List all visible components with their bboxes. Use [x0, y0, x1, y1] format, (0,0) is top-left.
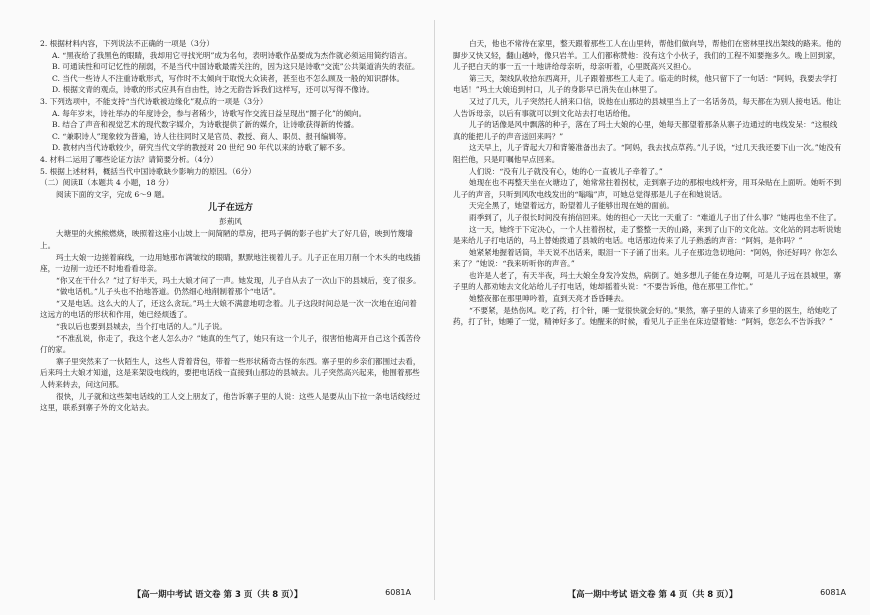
passage-paragraph: 她紧紧地握着话筒，半天说不出话来，眼泪一下子涌了出来。儿子在那边急切地问：“阿妈，你还好吗？你怎么来了？”她说：“我来听听你的声音。” — [453, 247, 838, 269]
passage-paragraph: 白天，他也不常待在家里，整天跟着那些工人在山里转，帮他们做向导，帮他们在密林里找出架线的路来。他的脚步又快又轻，翻山越岭，像只岩羊。工人们都称赞他：没有这个小伙子，我们的工程不知要拖多久。晚上回到家，儿子把白天的事一五一十地讲给母亲听，母亲听着，心里既高兴又担心。 — [453, 39, 842, 72]
passage-paragraph: 大塘里的火熊熊燃烧，映照着这座小山坡上一间简陋的草房，把玛子俩的影子也扩大了好几倍，映到竹篾墙上。 — [40, 229, 413, 250]
passage-paragraph: 天完全黑了，她望着远方，盼望着儿子能够出现在她的面前。 — [469, 201, 675, 211]
question-2-option-a: A. “黑夜给了我黑色的眼睛，我却用它寻找光明”成为名句，表明诗歌作品要成为杰作就必须运用简约语言。 — [52, 50, 412, 60]
question-3-option-a: A. 每年岁末，诗社举办的年度诗会，参与者稀少，诗歌写作交流日益呈现出“圈子化”的倾向。 — [52, 108, 367, 118]
reading-instruction: 阅读下面的文字，完成 6～9 题。 — [56, 189, 170, 199]
passage-paragraph: 她整夜都在那里呻吟着，直到天亮才昏昏睡去。 — [469, 294, 629, 304]
passage-paragraph: “我以后也要到县城去，当个打电话的人。”儿子说。 — [56, 322, 228, 332]
question-2-option-d: D. 根据文青的观点，诗歌的形式应具有自由性，诗之无韵告诉我们这样写，还可以写得不像诗。 — [52, 85, 374, 95]
passage-paragraph: “不准乱说，你走了，我这个老人怎么办？”她真的生气了，她只有这一个儿子，很害怕他离开自己这个孤苦伶仃的家。 — [40, 333, 421, 355]
question-3-option-b: B. 结合了声音和视觉艺术的现代数字媒介，为诗歌提供了新的媒介，让诗歌获得新的传播。 — [52, 120, 359, 130]
passage-paragraph: 寨子里突然来了一伙陌生人，这些人背着背包，带着一些形状稀奇古怪的东西。寨子里的乡亲们都围过去看，后来玛土大娘才知道，这是来架设电线的，要把电话线一直接到山那边的县城去。儿子突然高兴起来，他围着那些人转来转去，问这问那。 — [40, 356, 421, 390]
page-4-footer — [435, 588, 870, 602]
exam-code: 6081A — [385, 588, 411, 597]
footer-page-label: 【高一期中考试 语文卷 第 4 页（共 8 页）】 — [567, 590, 738, 600]
passage-paragraph: 第三天，架线队收拾东西离开，儿子跟着那些工人走了。临走的时候，他只留下了一句话：“阿妈，我要去学打电话！”玛土大娘追到村口，儿子的身影早已消失在山林里了。 — [453, 73, 838, 95]
passage-paragraph: “做电话机。”儿子头也不抬地答道。仍然细心地削制着那个“电话”。 — [56, 287, 281, 297]
question-5: 5. 根据上述材料，概括当代中国诗歌缺少影响力的原因。（6分） — [40, 166, 256, 176]
passage-title: 儿子在远方 — [207, 203, 253, 214]
passage-paragraph: 儿子的话像是风中飘落的种子，落在了玛土大娘的心里，她每天都望着那条从寨子边通过的电线发呆：“这根线真的能把儿子的声音送回来吗？” — [453, 120, 838, 141]
question-3-stem: 3. 下列选项中，不能支持“当代诗歌被边缘化”观点的一项是（3分） — [40, 96, 268, 106]
question-2-option-b: B. 可通读性和可记忆性的削弱，不是当代中国诗歌最需关注的，因为这只是诗歌“交流”公共渠道消失的表征。 — [52, 62, 420, 72]
footer-page-label: 【高一期中考试 语文卷 第 3 页（共 8 页）】 — [132, 590, 303, 600]
passage-paragraph: 这天早上，儿子背起大刀和背篓准备出去了。“阿妈，我去找点草药。”儿子说，“过几天我还要下山一次。”她没有阻拦他，只是叮嘱他早点回来。 — [453, 143, 842, 164]
question-2-stem: 2. 根据材料内容，下列说法不正确的一项是（3分） — [40, 39, 214, 48]
passage-paragraph: 又过了几天，儿子突然托人捎来口信，说他在山那边的县城里当上了一名话务员，每天都在为别人接电话。他让人告诉母亲，以后有事就可以到文化站去打电话给他。 — [453, 96, 842, 118]
passage-paragraph: 雨季到了，儿子很长时间没有捎信回来。她的担心一天比一天重了：“难道儿子出了什么事？”她再也坐不住了。 — [469, 212, 842, 222]
question-3-option-c: C. “兼职诗人”现象较为普遍，诗人往往同时又是官员、教授、商人、职员、报刊编辑等。 — [52, 131, 352, 141]
passage-paragraph: “又是电话。这么大的人了，还这么贪玩。”玛土大娘不满意地叨念着。儿子这段时间总是一次一次地在追问着这远方的电话的形状和作用，她已经烦透了。 — [40, 298, 417, 320]
question-3-option-d: D. 教材内当代诗歌较少，研究当代文学的教授对 20 世纪 90 年代以来的诗歌了解不多。 — [52, 143, 350, 153]
passage-paragraph: 很快，儿子就和这些架电话线的工人交上朋友了，他告诉寨子里的人说：这些人是要从山下拉一条电话线经过这里，联系到寨子外的文化站去。 — [40, 391, 421, 413]
page-3-footer — [0, 588, 435, 602]
passage-paragraph: “不要紧，是热伤风。吃了药，打个针，睡一觉很快就会好的。”果然，寨子里的人请来了乡里的医生，给她吃了药，打了针，她睡了一觉，精神好多了。她醒来的时候，看见儿子正坐在床边望着她：“阿妈，您怎么不告诉我？” — [453, 305, 838, 327]
passage-paragraph: 也许是人老了，有天半夜，玛土大娘全身发冷发热，病倒了。她多想儿子能在身边啊，可是儿子远在县城里，寨子里的人都劝她去文化站给儿子打电话，她却摇着头说：“不要告诉他，他在那里工作忙。” — [453, 270, 842, 292]
question-4: 4. 材料二运用了哪些论证方法？请简要分析。（4分） — [40, 154, 218, 164]
section-heading: （二）阅读Ⅱ（本题共 4 小题，18 分） — [40, 178, 174, 188]
question-2-option-c: C. 当代一些诗人不注重诗歌形式，写作时不太倾向于取悦大众读者，甚至也不怎么顾及一般的知识群体。 — [52, 73, 405, 83]
passage-paragraph: 人们说：“没有儿子就没有心，她的心一直被儿子牵着了。” — [469, 166, 663, 176]
exam-code: 6081A — [820, 588, 846, 597]
passage-paragraph: “你又在干什么？”过了好半天，玛土大娘才问了一声。她发现，儿子自从去了一次山下的县城后，变了很多。 — [56, 275, 421, 285]
page-4 — [435, 0, 870, 615]
passage-paragraph: 这一天，她终于下定决心，一个人拄着拐杖，走了整整一天的山路，来到了山下的文化站。文化站的同志听说她是来给儿子打电话的，马上替她拨通了县城的电话。电话那边传来了儿子熟悉的声音：“阿妈，是你吗？” — [453, 224, 842, 246]
passage-paragraph: 玛土大娘一边搓着麻线，一边用她那布满皱纹的眼睛，默默地注视着儿子。儿子正在用刀削一个木头的电线插座，一边削一边还不时地看看母亲。 — [40, 252, 421, 274]
passage-author: 彭荊风 — [219, 217, 242, 227]
passage-paragraph: 她现在也不再整天坐在火塘边了，她常常拄着拐杖，走到寨子边的那根电线杆旁，用耳朵贴在上面听。她听不到儿子的声音，只听到风吹电线发出的“嗡嗡”声，可她总觉得那是儿子在和她说话。 — [453, 178, 842, 199]
